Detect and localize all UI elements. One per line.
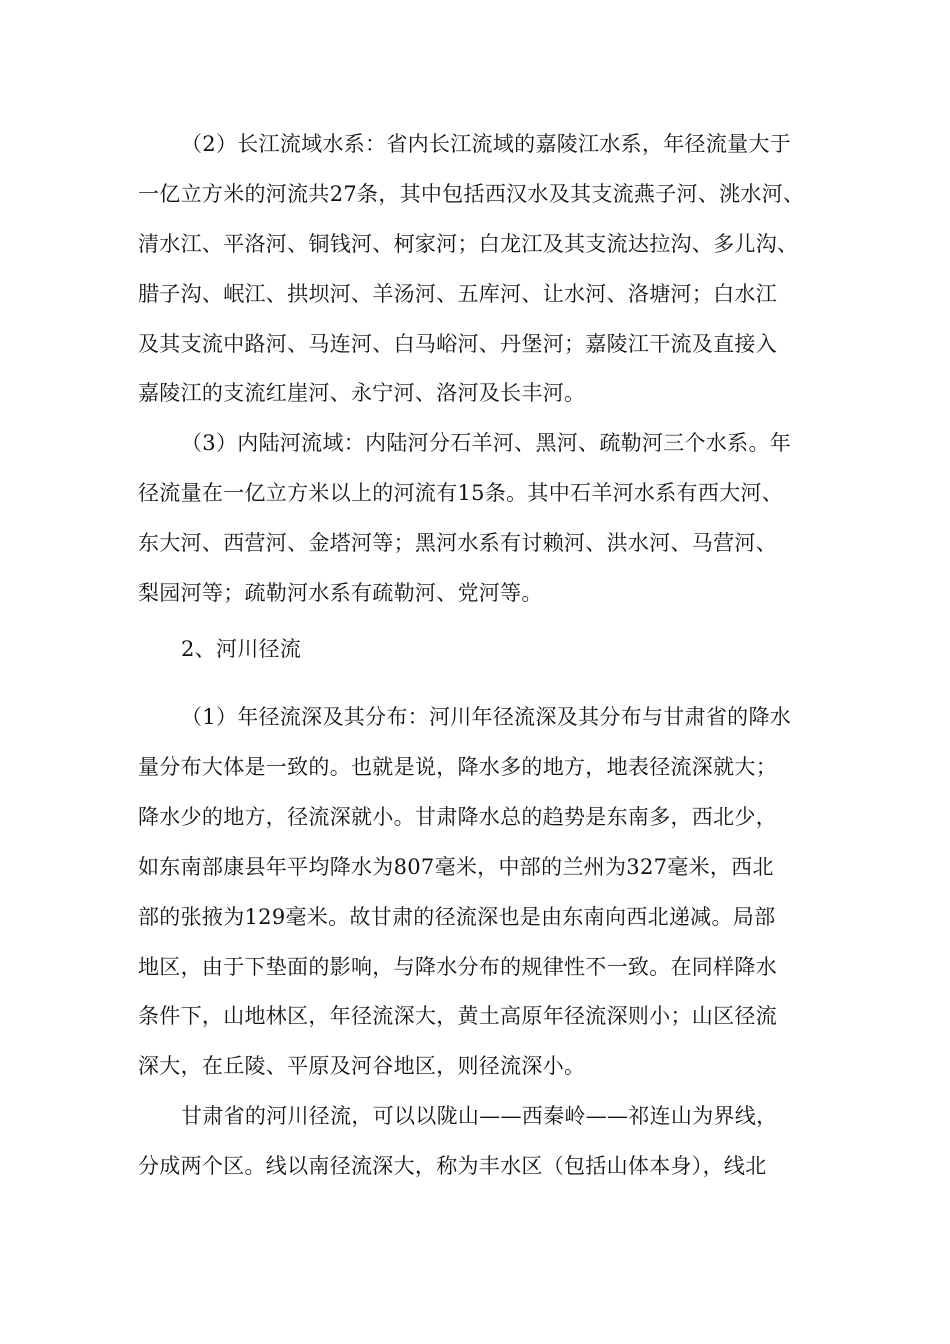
paragraph-line: 清水江、平洛河、铜钱河、柯家河；白龙江及其支流达拉沟、多儿沟、 — [138, 232, 799, 256]
paragraph-line: 深大，在丘陵、平原及河谷地区，则径流深小。 — [138, 1054, 586, 1078]
paragraph-line: 腊子沟、岷江、拱坝河、羊汤河、五库河、让水河、洛塘河；白水江 — [138, 282, 777, 306]
paragraph-line: 东大河、西营河、金塔河等；黑河水系有讨赖河、洪水河、马营河、 — [138, 531, 777, 555]
paragraph-line: 嘉陵江的支流红崖河、永宁河、洛河及长丰河。 — [138, 381, 586, 405]
paragraph-line: 降水少的地方，径流深就小。甘肃降水总的趋势是东南多，西北少， — [138, 805, 777, 829]
paragraph-line: 部的张掖为129毫米。故甘肃的径流深也是由东南向西北递减。局部 — [138, 905, 776, 929]
paragraph-line: 量分布大体是一致的。也就是说，降水多的地方，地表径流深就大； — [138, 755, 777, 779]
paragraph-line: 如东南部康县年平均降水为807毫米，中部的兰州为327毫米，西北 — [138, 855, 774, 879]
paragraph-line: 及其支流中路河、马连河、白马峪河、丹堡河；嘉陵江干流及直接入 — [138, 332, 777, 356]
paragraph-line: 甘肃省的河川径流，可以以陇山——西秦岭——祁连山为界线， — [181, 1104, 778, 1128]
paragraph-line: 分成两个区。线以南径流深大，称为丰水区（包括山体本身），线北 — [138, 1154, 767, 1178]
paragraph-line: 一亿立方米的河流共27条，其中包括西汉水及其支流燕子河、洮水河、 — [138, 182, 805, 206]
paragraph-line: 梨园河等；疏勒河水系有疏勒河、党河等。 — [138, 581, 543, 605]
paragraph-line: 地区，由于下垫面的影响，与降水分布的规律性不一致。在同样降水 — [138, 955, 777, 979]
paragraph-line: （3）内陆河流域：内陆河分石羊河、黑河、疏勒河三个水系。年 — [181, 431, 792, 455]
paragraph-line: （1）年径流深及其分布：河川年径流深及其分布与甘肃省的降水 — [181, 705, 792, 729]
paragraph-line: 条件下，山地林区，年径流深大，黄土高原年径流深则小；山区径流 — [138, 1004, 777, 1028]
paragraph-line: 径流量在一亿立方米以上的河流有15条。其中石羊河水系有西大河、 — [138, 481, 784, 505]
paragraph-line: （2）长江流域水系：省内长江流域的嘉陵江水系，年径流量大于 — [181, 132, 792, 156]
section-heading: 2、河川径流 — [181, 637, 302, 661]
